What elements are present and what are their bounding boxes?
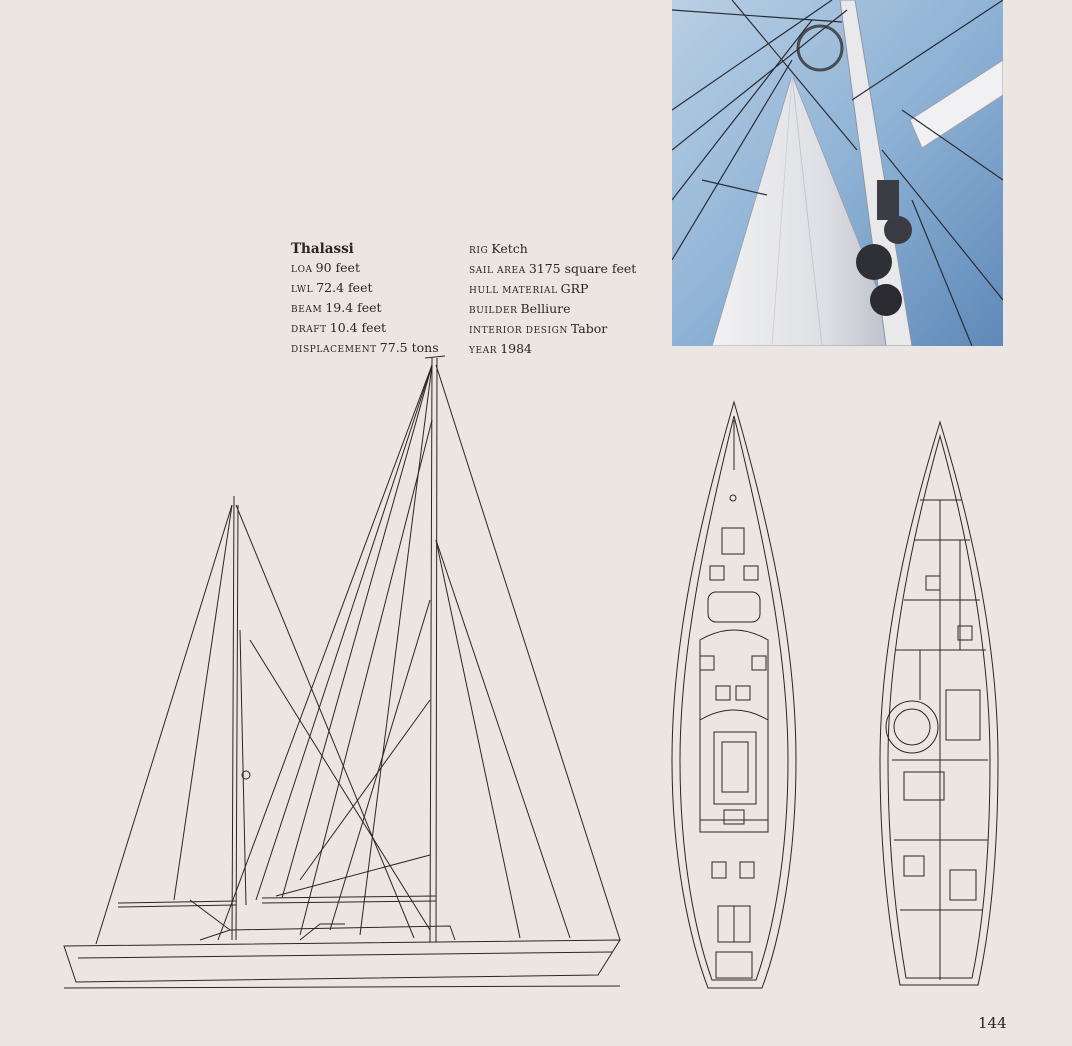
spec-row: DRAFT 10.4 feet [291, 320, 386, 335]
spec-row: SAIL AREA 3175 square feet [469, 261, 637, 276]
interior-plan-drawing [880, 422, 998, 985]
spec-row: INTERIOR DESIGN Tabor [469, 321, 608, 336]
spec-row: RIG Ketch [469, 241, 528, 256]
spec-row: BUILDER Belliure [469, 301, 571, 316]
spec-row: DISPLACEMENT 77.5 tons [291, 340, 439, 355]
sail-plan-drawing [64, 356, 620, 988]
spec-row: LOA 90 feet [291, 260, 360, 275]
yacht-name: Thalassi [291, 241, 354, 257]
spec-row: YEAR 1984 [469, 341, 532, 356]
deck-plan-drawing [672, 402, 796, 988]
page-number: 144 [978, 1014, 1007, 1032]
spec-row: BEAM 19.4 feet [291, 300, 382, 315]
spec-row: LWL 72.4 feet [291, 280, 373, 295]
spec-row: HULL MATERIAL GRP [469, 281, 589, 296]
